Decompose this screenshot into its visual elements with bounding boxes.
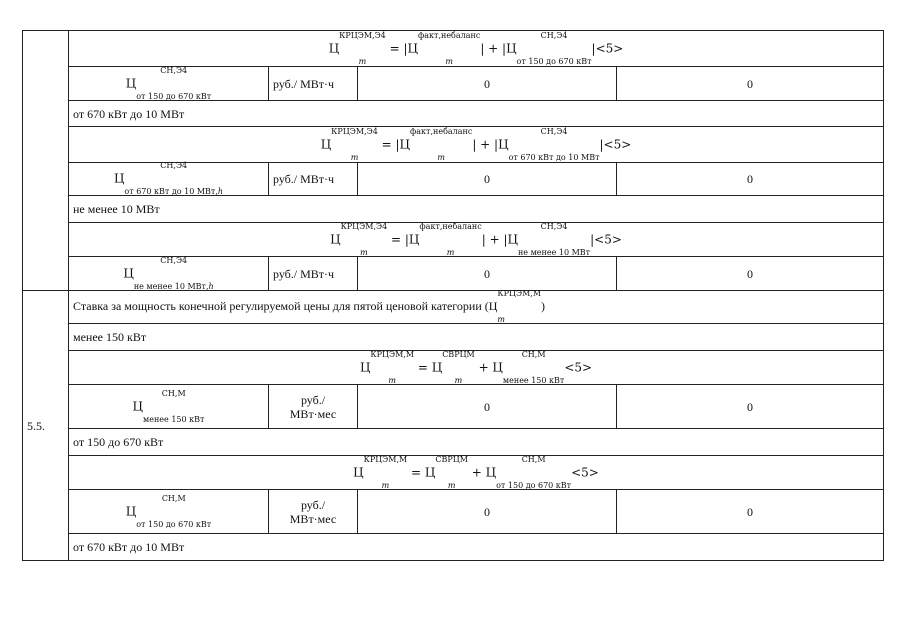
section-row <box>23 291 884 324</box>
subsection-row <box>23 429 884 456</box>
param-cell: $Ц^{СН,Э4}$ $_{не менее 10 МВт,h}$ <box>69 257 269 291</box>
table-row <box>23 385 884 429</box>
formula-row <box>23 223 884 257</box>
subsection-label: от 670 кВт до 10 МВт <box>69 534 884 561</box>
subsection-row <box>23 101 884 127</box>
subsection-row <box>23 324 884 351</box>
section-title: Ставка за мощность конечной регулируемой цены для пятой ценовой категории ($Ц^{КРЦЭМ,М}$ $_m$) <box>69 291 884 324</box>
param-cell: $Ц^{СН,М}$ $_{от 150 до 670 кВт}$ <box>69 490 269 534</box>
table-row <box>23 257 884 291</box>
formula-cell: $Ц^{КРЦЭМ,Э4}$ $_m = |Ц^{факт,небаланс}$ $_m| + |Ц^{СН,Э4}$ $_{не менее 10 МВт}$|<5> <box>69 223 884 257</box>
formula-row <box>23 351 884 385</box>
formula-cell: $Ц^{КРЦЭМ,М}$ $_m = Ц^{СВРЦМ}$ $_m + Ц^{СН,М}$ $_{от 150 до 670 кВт}$<5> <box>69 456 884 490</box>
unit-cell: руб./ МВт·ч <box>269 67 358 101</box>
param-cell: $Ц^{СН,М}$ $_{менее 150 кВт}$ <box>69 385 269 429</box>
value-cell: 0 <box>358 257 617 291</box>
unit-cell: руб./ МВт·ч <box>269 163 358 196</box>
value-cell: 0 <box>617 67 884 101</box>
formula-row <box>23 31 884 67</box>
value-cell: 0 <box>358 385 617 429</box>
formula-cell: $Ц^{КРЦЭМ,М}$ $_m = Ц^{СВРЦМ}$ $_m + Ц^{СН,М}$ $_{менее 150 кВт}$<5> <box>69 351 884 385</box>
value-cell: 0 <box>617 163 884 196</box>
tariff-table <box>22 30 884 561</box>
subsection-label: менее 150 кВт <box>69 324 884 351</box>
section-number: 5.5. <box>23 291 69 561</box>
value-cell: 0 <box>358 490 617 534</box>
param-cell: $Ц^{СН,Э4}$ $_{от 670 кВт до 10 МВт,h}$ <box>69 163 269 196</box>
empty-number-cell <box>23 31 69 291</box>
value-cell: 0 <box>617 490 884 534</box>
value-cell: 0 <box>358 67 617 101</box>
value-cell: 0 <box>617 257 884 291</box>
subsection-row <box>23 196 884 223</box>
value-cell: 0 <box>617 385 884 429</box>
subsection-label: не менее 10 МВт <box>69 196 884 223</box>
formula-cell: $Ц^{КРЦЭМ,Э4}$ $_m = |Ц^{факт,небаланс}$ $_m| + |Ц^{СН,Э4}$ $_{от 150 до 670 кВт}$|<5> <box>69 31 884 67</box>
subsection-row <box>23 534 884 561</box>
formula-cell: $Ц^{КРЦЭМ,Э4}$ $_m = |Ц^{факт,небаланс}$ $_m| + |Ц^{СН,Э4}$ $_{от 670 кВт до 10 МВт}$|<5> <box>69 127 884 163</box>
formula-row <box>23 456 884 490</box>
table-row <box>23 67 884 101</box>
value-cell: 0 <box>358 163 617 196</box>
unit-cell: руб./ МВт·ч <box>269 257 358 291</box>
table-row <box>23 490 884 534</box>
unit-cell: руб./ МВт·мес <box>269 385 358 429</box>
formula-row <box>23 127 884 163</box>
table-row <box>23 163 884 196</box>
subsection-label: от 670 кВт до 10 МВт <box>69 101 884 127</box>
unit-cell: руб./ МВт·мес <box>269 490 358 534</box>
subsection-label: от 150 до 670 кВт <box>69 429 884 456</box>
param-cell: $Ц^{СН,Э4}$ $_{от 150 до 670 кВт}$ <box>69 67 269 101</box>
